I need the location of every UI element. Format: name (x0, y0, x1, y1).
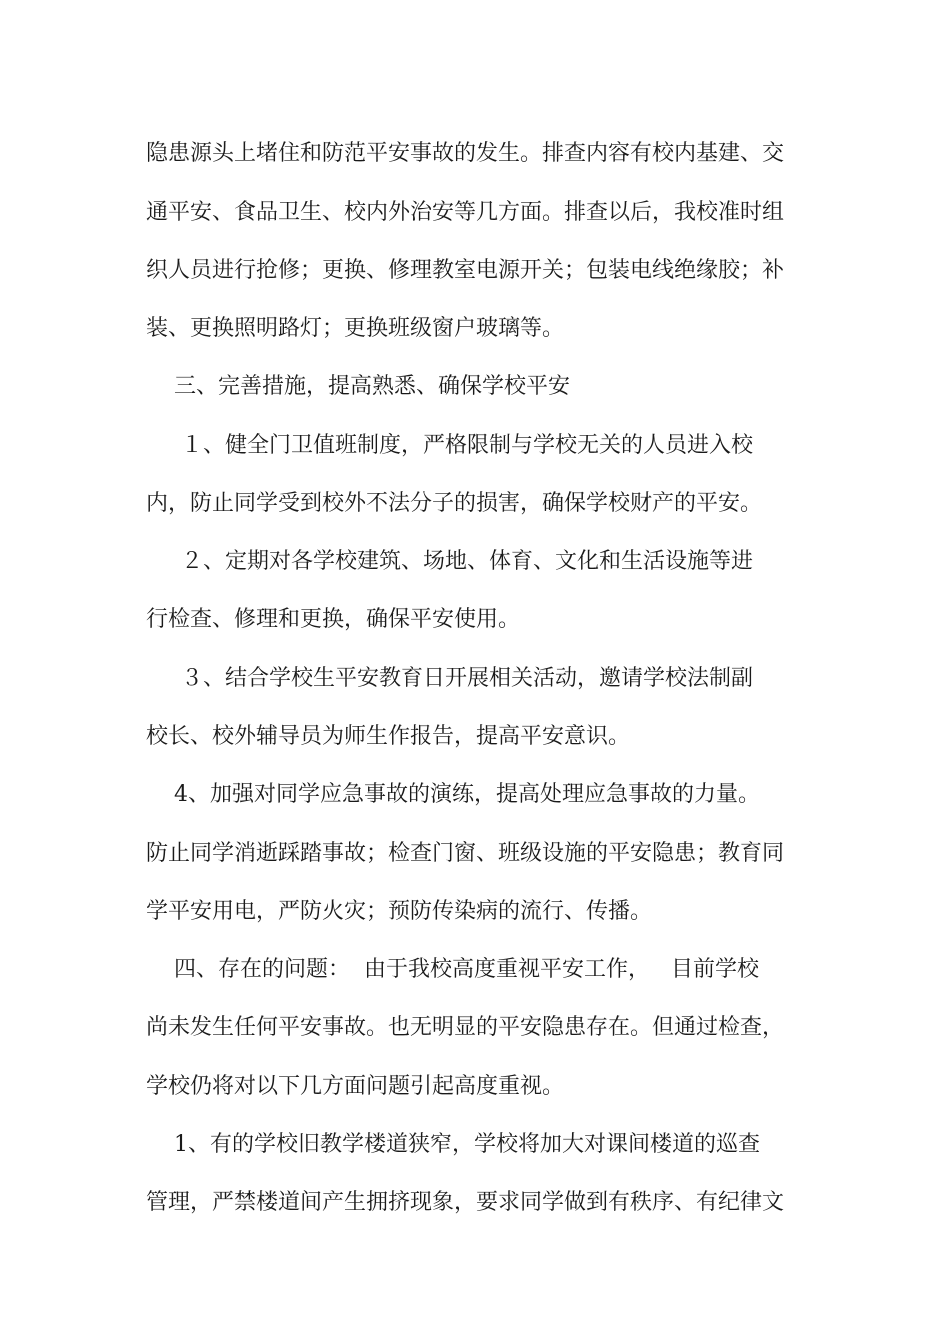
section-heading: 三、完善措施，提高熟悉、确保学校平安 (146, 374, 570, 399)
text-line: 4、加强对同学应急事故的演练，提高处理应急事故的力量。 (146, 782, 760, 807)
text-line: 学校仍将对以下几方面问题引起高度重视。 (146, 1074, 565, 1099)
text-line: 学平安用电，严防火灾；预防传染病的流行、传播。 (146, 899, 653, 924)
text-line: 装、更换照明路灯；更换班级窗户玻璃等。 (146, 316, 565, 341)
text-line: 内，防止同学受到校外不法分子的损害，确保学校财产的平安。 (146, 491, 763, 516)
text-line: 管理，严禁楼道间产生拥挤现象，要求同学做到有秩序、有纪律文 (146, 1190, 785, 1215)
text-line: ２、定期对各学校建筑、场地、体育、文化和生活设施等进 (146, 549, 753, 574)
text-line: 隐患源头上堵住和防范平安事故的发生。排查内容有校内基建、交 (146, 141, 785, 166)
text-line: 行检查、修理和更换，确保平安使用。 (146, 607, 521, 632)
text-line: 校长、校外辅导员为师生作报告，提高平安意识。 (146, 724, 631, 749)
text-line: 尚未发生任何平安事故。也无明显的平安隐患存在。但通过检查， (146, 1015, 785, 1040)
text-line: １、健全门卫值班制度，严格限制与学校无关的人员进入校 (146, 433, 753, 458)
text-line: 织人员进行抢修；更换、修理教室电源开关；包装电线绝缘胶；补 (146, 258, 785, 283)
text-line: 通平安、食品卫生、校内外治安等几方面。排查以后，我校准时组 (146, 200, 785, 225)
text-line: ３、结合学校生平安教育日开展相关活动，邀请学校法制副 (146, 666, 753, 691)
section-heading: 四、存在的问题： 由于我校高度重视平安工作， 目前学校 (146, 957, 759, 982)
text-line: 防止同学消逝踩踏事故；检查门窗、班级设施的平安隐患；教育同 (146, 841, 785, 866)
text-line: 1、有的学校旧教学楼道狭窄，学校将加大对课间楼道的巡查 (146, 1132, 760, 1157)
